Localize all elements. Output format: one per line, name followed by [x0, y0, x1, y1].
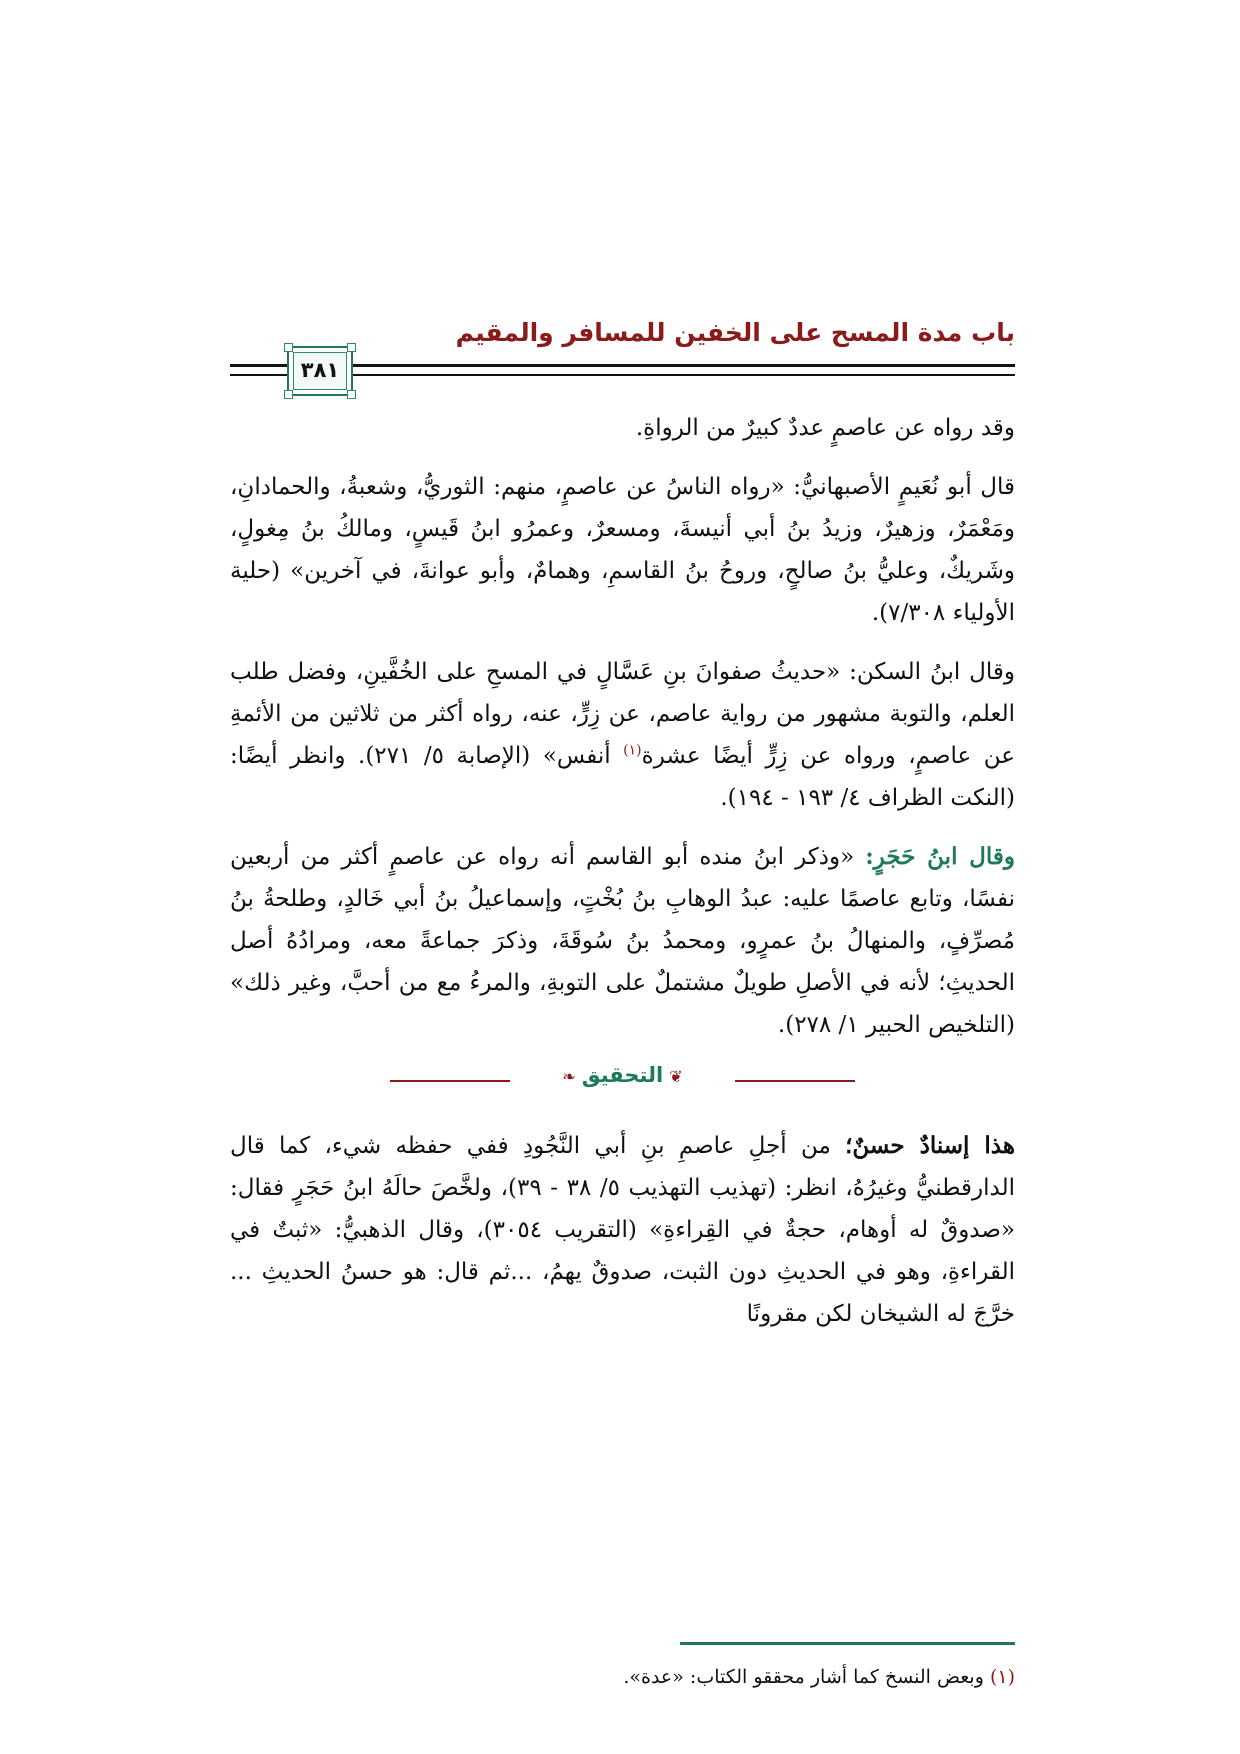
badge-corner-ornament [284, 390, 293, 399]
paragraph [230, 836, 1015, 1046]
divider-rule [735, 1080, 855, 1082]
paragraph-text: أنفس» (الإصابة ٥/ ٢٧١). وانظر أيضًا: (النكت الظراف ٤/ ١٩٣ - ١٩٤). [230, 743, 1015, 811]
section-divider [230, 1063, 1015, 1099]
footnote-text: وبعض النسخ كما أشار محققو الكتاب: «عدة». [623, 1666, 990, 1688]
paragraph-text: من أجلِ عاصمِ بنِ أبي النَّجُودِ ففي حفظه شيء، كما قال الدارقطنيُّ وغيرُهُ، انظر: (تهذيب التهذيب ٥/ ٣٨ - ٣٩)، ولخَّصَ حالَهُ ابنُ حَجَرٍ فقال: «صدوقٌ له أوهام، حجةٌ في القِراءةِ» (التقريب ٣٠٥٤)، وقال الذهبيُّ: «ثبتٌ في القراءةِ، وهو في الحديثِ دون الثبت، صدوقٌ يهمُ، ...ثم قال: هو حسنُ الحديثِ ... خرَّجَ له الشيخان لكن مقرونًا [230, 1133, 1015, 1327]
ornament-icon: ❦ [669, 1067, 683, 1086]
section-heading [556, 1063, 688, 1087]
chapter-title: باب مدة المسح على الخفين للمسافر والمقيم [455, 318, 1015, 347]
footnote-separator [680, 1642, 1015, 1645]
paragraph [230, 651, 1015, 819]
divider-rule [390, 1080, 510, 1082]
footnote [230, 1662, 1015, 1692]
page-number-badge [287, 346, 353, 396]
main-text [230, 407, 1015, 1352]
ornament-icon: ❧ [562, 1067, 576, 1086]
paragraph-text: «وذكر ابنُ منده أبو القاسم أنه رواه عن عاصمٍ أكثر من أربعين نفسًا، وتابع عاصمًا عليه: عبدُ الوهابِ بنُ بُخْتٍ، وإسماعيلُ بنُ أبي خَالدٍ، وطلحةُ بنُ مُصرِّفٍ، والمنهالُ بنُ عمرٍو، ومحمدُ بنُ سُوقَةَ، وذكرَ جماعةً معه، ومرادُهُ أصل الحديثِ؛ لأنه في الأصلِ طويلٌ مشتملٌ على التوبةِ، والمرءُ مع من أحبَّ، وغير ذلك» (التلخيص الحبير ١/ ٢٧٨). [230, 844, 1015, 1038]
footnote-number: (١) [989, 1666, 1015, 1688]
badge-corner-ornament [347, 343, 356, 352]
speaker-lead: وقال ابنُ حَجَرٍ: [865, 843, 1015, 870]
paragraph: قال أبو نُعَيمٍ الأصبهانيُّ: «رواه الناسُ عن عاصمٍ، منهم: الثوريُّ، وشعبةُ، والحمادانِ، ومَعْمَرٌ، وزهيرٌ، وزيدُ بنُ أبي أنيسةَ، ومسعرٌ، وعمرُو ابنُ قَيسٍ، ومالكُ بنُ مِغولٍ، وشَريكٌ، وعليُّ بنُ صالحٍ، وروحُ بنُ القاسمِ، وهمامٌ، وأبو عوانةَ، في آخرين» (حلية الأولياء ٧/٣٠٨). [230, 474, 1015, 626]
paragraph-text: وقال ابنُ السكن: «حديثُ صفوانَ بنِ عَسَّالٍ في المسحِ على الخُفَّينِ، وفضل طلب العلم، والتوبة مشهور من رواية عاصم، عن زِرٍّ، عنه، رواه أكثر من ثلاثين من الأئمةِ عن عاصمٍ، ورواه عن زِرٍّ أيضًا عشرة [230, 659, 1015, 769]
paragraph: وقد رواه عن عاصمٍ عددٌ كبيرٌ من الرواةِ. [635, 415, 1015, 441]
badge-corner-ornament [347, 390, 356, 399]
paragraph [230, 1125, 1015, 1335]
page-number: ٣٨١ [300, 358, 340, 382]
badge-corner-ornament [284, 343, 293, 352]
section-heading-text: التحقيق [581, 1063, 664, 1087]
footnote-reference[interactable]: (١) [623, 742, 642, 759]
verdict-lead: هذا إسنادٌ حسنٌ؛ [845, 1132, 1015, 1159]
